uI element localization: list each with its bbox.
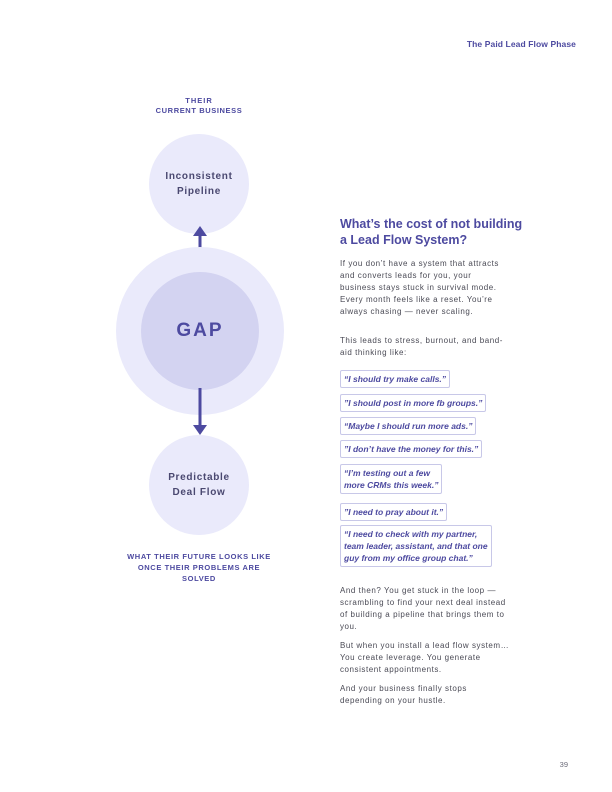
quote-text: “I’m testing out a few	[344, 468, 430, 478]
current-business-label-line2: CURRENT BUSINESS	[155, 106, 243, 115]
quote-list	[340, 369, 450, 388]
quote-list	[340, 525, 492, 567]
future-label-line1: WHAT THEIR FUTURE LOOKS LIKE	[127, 552, 271, 561]
stress-paragraph	[340, 335, 503, 359]
quote-box	[340, 464, 442, 494]
intro-paragraph	[340, 258, 499, 318]
para3-line: scrambling to find your next deal instead	[340, 598, 506, 607]
quote-box	[340, 370, 450, 388]
quote-text: team leader, assistant, and that one	[344, 541, 488, 551]
page-header-title: The Paid Lead Flow Phase	[466, 39, 576, 49]
leverage-paragraph	[340, 640, 509, 676]
inconsistent-pipeline-label	[165, 169, 232, 199]
para4-line: You create leverage. You generate	[340, 653, 481, 662]
para2-line: aid thinking like:	[340, 348, 407, 357]
quote-box	[340, 417, 476, 435]
quote-box	[340, 394, 486, 412]
quote-text: “Maybe I should run more ads.”	[344, 421, 473, 431]
para3-line: And then? You get stuck in the loop —	[340, 586, 497, 595]
loop-paragraph	[340, 585, 506, 633]
para5-line: depending on your hustle.	[340, 696, 446, 705]
current-business-label-line1: THEIR	[185, 96, 213, 105]
gap-inner-circle	[141, 272, 259, 390]
para1-line: If you don’t have a system that attracts	[340, 259, 499, 268]
current-business-label	[120, 96, 278, 116]
para1-line: and converts leads for you, your	[340, 271, 472, 280]
quote-text: “I should try make calls.”	[344, 374, 447, 384]
para2-line: This leads to stress, burnout, and band-	[340, 336, 503, 345]
inconsistent-pipeline-circle	[149, 134, 249, 234]
arrow-down-icon	[190, 388, 210, 436]
bottom-circle-line2: Deal Flow	[172, 487, 226, 498]
quote-list	[340, 393, 486, 412]
quote-text: ”I need to pray about it.”	[344, 507, 444, 517]
quote-box	[340, 525, 492, 567]
quote-list	[340, 464, 442, 494]
predictable-deal-flow-circle	[149, 435, 249, 535]
para1-line: business stays stuck in survival mode.	[340, 283, 497, 292]
quote-box	[340, 503, 447, 521]
quote-text: ”I don’t have the money for this.”	[344, 444, 479, 454]
para1-line: always chasing — never scaling.	[340, 307, 474, 316]
para4-line: consistent appointments.	[340, 665, 442, 674]
section-heading	[340, 216, 575, 248]
right-column	[340, 216, 575, 705]
para5-line: And your business finally stops	[340, 684, 467, 693]
future-label-line3: SOLVED	[182, 574, 216, 583]
para1-line: Every month feels like a reset. You’re	[340, 295, 493, 304]
quote-text: guy from my office group chat.”	[344, 553, 473, 563]
page-number: 39	[559, 760, 568, 769]
quote-list	[340, 439, 482, 458]
quote-list	[340, 416, 476, 435]
quote-box	[340, 440, 482, 458]
quote-list	[340, 502, 447, 521]
gap-label: GAP	[176, 320, 224, 341]
future-label	[108, 551, 290, 584]
top-circle-line1: Inconsistent	[165, 171, 233, 182]
quote-text: more CRMs this week.”	[344, 480, 439, 490]
top-circle-line2: Pipeline	[177, 186, 221, 197]
para3-line: of building a pipeline that brings them to	[340, 610, 505, 619]
para4-line: But when you install a lead flow system…	[340, 641, 510, 650]
bottom-circle-line1: Predictable	[168, 472, 230, 483]
para3-line: you.	[340, 622, 358, 631]
quote-text: ”I should post in more fb groups.”	[344, 398, 483, 408]
section-heading-line2: a Lead Flow System?	[340, 233, 468, 247]
section-heading-line1: What’s the cost of not building	[340, 217, 523, 231]
future-label-line2: ONCE THEIR PROBLEMS ARE	[137, 563, 261, 572]
predictable-deal-flow-label	[168, 470, 230, 500]
quote-text: “I need to check with my partner,	[344, 529, 478, 539]
hustle-paragraph	[340, 683, 467, 707]
